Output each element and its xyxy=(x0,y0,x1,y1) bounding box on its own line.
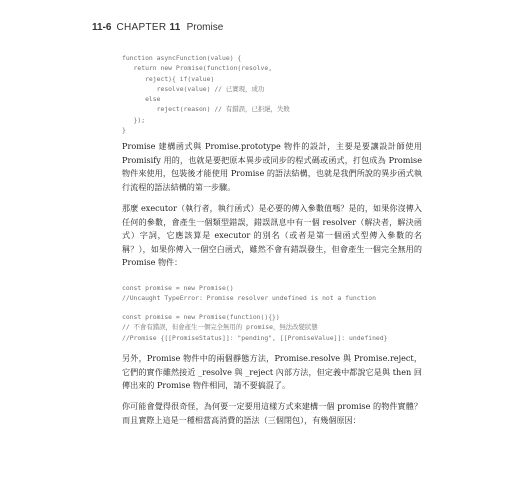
code-block-async-function: function asyncFunction(value) { return new Promise(function(resolve, reject){ if(value) resolve(value) // 已實現，成功 else reject(reason) // 有錯誤，已拒絕，失敗 }); } xyxy=(122,54,290,135)
paragraph-static-methods: 另外，Promise 物件中的兩個靜態方法，Promise.resolve 與 Promise.reject，它們的實作雖然接近 _resolve 與 _reject 內部方法，但定義中都說它是與 then 回傳出來的 Promise 物件相同，請不要搞混了。 xyxy=(122,353,422,391)
running-header xyxy=(92,22,223,33)
paragraph-executor: 那麼 executor（執行者，執行函式）是必要的傳入參數值嗎？是的，如果你沒傳入任何的參數，會產生一個類型錯誤，錯誤訊息中有一個 resolver（解決者，解決函式）字詞，它應該算是 executor 的別名（或者是第一個函式型傳入參數的名稱？），如果你傳入一個空白函式，雖然不會有錯誤發生，但會產生一個完全無用的 Promise 物件： xyxy=(122,203,422,268)
code-block-noop-executor: const promise = new Promise(function(){}) // 不會有錯誤，但會產生一個完全無用的 promise，無法改變狀態 //Promise {[[PromiseStatus]]: "pending", [[PromiseValue]]: undefined} xyxy=(122,313,388,342)
paragraph-promise-constructor: Promise 建構函式與 Promise.prototype 物件的設計，主要是要讓設計師使用 Promisify 用的，也就是要把原本異步或同步的程式碼或函式，打包成為 Promise 物件來使用，包裝後才能使用 Promise 的語法結構，也就是我們所說的異步函式執行流程的語法結構的第一步驟。 xyxy=(122,141,422,192)
chapter-prefix: CHAPTER xyxy=(116,22,167,33)
page-number: 11-6 xyxy=(92,22,112,33)
chapter-number: 11 xyxy=(169,22,181,33)
chapter-label xyxy=(116,22,180,33)
chapter-title: Promise xyxy=(186,22,224,33)
code-block-empty-promise: const promise = new Promise() //Uncaught TypeError: Promise resolver undefined is not a function xyxy=(122,284,376,303)
paragraph-why-constructor: 你可能會覺得很奇怪，為何要一定要用這樣方式來建構一個 promise 的物件實體？而且實際上這是一種相當高消費的語法（三個閉包），有幾個原因： xyxy=(122,401,422,425)
